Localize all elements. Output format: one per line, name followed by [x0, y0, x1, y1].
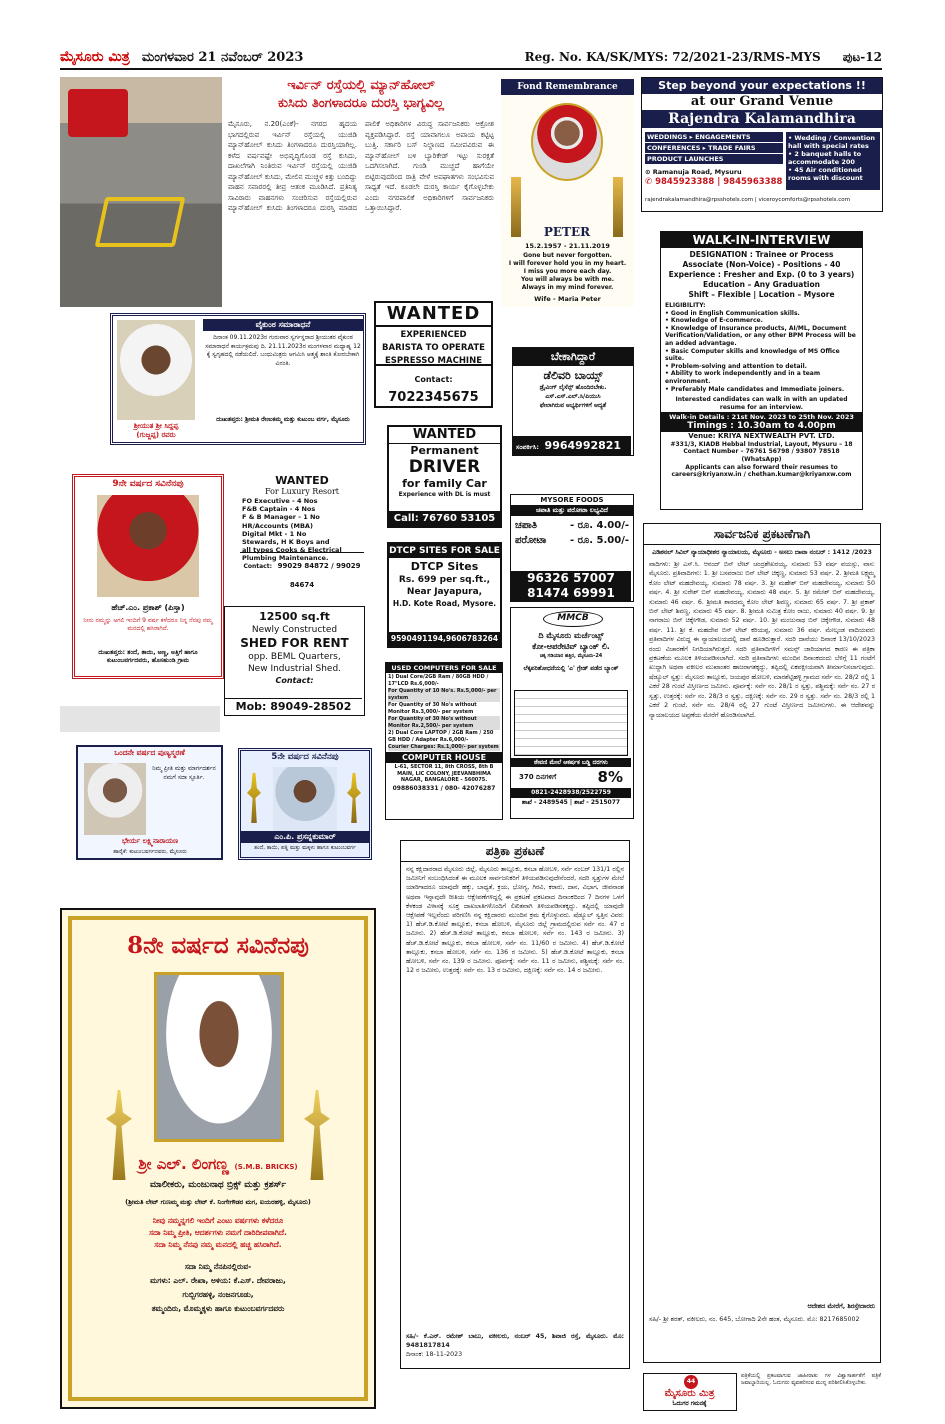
walkin-d1: DESIGNATION : Trainee or Process: [689, 250, 834, 259]
mmcb-name2: ಕೋ-ಆಪರೇಟಿವ್ ಬ್ಯಾಂಕ್ ಲಿ.: [532, 642, 610, 651]
remembrance1-name: ಭೇರ್ಯ ಲಕ್ಷ್ಮಿನಾರಾಯಣ: [121, 837, 179, 845]
computers-o1: 1) Dual Core/2GB Ram / 80GB HDD / 17"LCD Rs.6,000/-: [388, 674, 489, 687]
anniv8-kids: ಮಗಳು: ಎಲ್. ರೇಖಾ, ಅಳಿಯ: ಕೆ.ಎಸ್. ದೇವರಾಜು,: [150, 1276, 286, 1285]
walkin-contact: Contact Number – 76761 56798 / 93807 78518 (WhatsApp): [683, 448, 840, 463]
walkin-e1: • Good in English Communication skills.: [665, 309, 800, 317]
kalamandhira-addr: Ramanuja Road, Mysuru: [652, 168, 742, 176]
mysorefoods-phone-1: 96326 57007: [527, 571, 615, 585]
walkin-d4: Education – Any Graduation: [703, 280, 820, 289]
vaikuntha-family: ದುಃಖತಪ್ತರು: ಶ್ರೀಮತಿ ರೇಣುಕಮ್ಮ ಮತ್ತು ಕುಟುಂಬ ವರ್ಗ, ಮೈಸೂರು: [216, 416, 350, 423]
anniv8-sign: ಸದಾ ನಿಮ್ಮ ನೆನಪಿನಲ್ಲಿರುವ-: [184, 1262, 252, 1271]
sarvajanika-court: ಆದೇಶದ ಮೇರೆಗೆ, ಶಿರಸ್ತೇದಾರರು: [807, 1303, 875, 1310]
shed-ad: [224, 606, 365, 716]
anniv5-name: ಎಂ.ಪಿ. ಪ್ರಸನ್ನಕುಮಾರ್: [241, 831, 369, 843]
walkin-designation: [661, 250, 862, 300]
anniv8-title: 8ನೇ ವರ್ಷದ ಸವಿನೆನಪು: [127, 932, 309, 959]
walkin-e5: • Problem-solving and attention to detail.: [665, 362, 807, 370]
anniv8-msg3: ಸದಾ ನಿಮ್ಮ ನೆನಪು ನಮ್ಮ ಮನದಲ್ಲಿ ಹಚ್ಚ ಹಸಿರಾಗಿದೆ.: [154, 1240, 282, 1249]
driver-call: Call: 76760 53105: [389, 511, 500, 526]
computers-courier: Courier Charges: Rs.1,000/- per system: [388, 744, 499, 750]
phone-icon: ✆: [645, 177, 656, 187]
resort-item: Stewards, H K Boys and: [242, 538, 330, 547]
kalamandhira-b1: WEDDINGS ▸ ENGAGEMENTS: [645, 132, 783, 142]
mysorefoods-ad: [510, 494, 634, 602]
resort-contact-label: Contact:: [243, 563, 273, 570]
delivery-label: ಸಂಪರ್ಕಿಸಿ:: [516, 443, 539, 451]
barista-l2: BARISTA TO OPERATE: [382, 343, 485, 353]
dtcp-l4: H.D. Kote Road, Mysore.: [392, 599, 497, 608]
walkin-email: careers@kriyanxw.in / chethan.kumar@kriyanxw.com: [671, 471, 852, 479]
masthead: [60, 46, 882, 70]
anniv8-msg2: ಸದಾ ನಿಮ್ಮ ಪ್ರೀತಿ, ಆದರ್ಶಗಳು ನಮಗೆ ದಾರಿದೀಪವಾಗಿದೆ.: [149, 1228, 287, 1237]
driver-l1: Permanent: [410, 444, 479, 457]
vaikuntha-sub: (ಗುಜ್ಜಪ್ಪ) ರವರು: [136, 431, 176, 439]
mmcb-phone: 0821-2428938/2522759: [511, 788, 631, 798]
peter-line-3: I miss you more each day.: [523, 268, 612, 275]
mmcb-name: ದಿ ಮೈಸೂರು ಮರ್ಚೆಂಟ್ಸ್: [538, 631, 604, 640]
delivery-l4: ಫೇಲಾಗಿರುವ ಅಭ್ಯರ್ಥಿಗಳಿಗೆ ಆದ್ಯತೆ: [539, 402, 607, 409]
computers-title: USED COMPUTERS FOR SALE: [386, 663, 502, 673]
news-article: [60, 77, 494, 307]
dtcp-lines: [389, 558, 500, 609]
mmcb-contacts: [511, 788, 631, 808]
driver-lines: [389, 444, 500, 499]
barista-title: WANTED: [376, 303, 491, 327]
news-photo: [60, 77, 222, 307]
shed-lines: [225, 607, 364, 686]
anniv5-lamp-right-icon: [347, 773, 361, 823]
barista-l1: EXPERIENCED: [400, 330, 467, 340]
dtcp-l1: DTCP Sites: [410, 560, 479, 573]
anniv9-title: 9ನೇ ವರ್ಷದ ಸವಿನೆನಪು: [112, 479, 184, 489]
mmcb-rate-row: [519, 768, 623, 786]
kalamandhira-r3: • 45 Air conditioned rooms with discount: [788, 166, 863, 182]
computers-ad: [385, 662, 503, 820]
walkin-e6: • Ability to work independently and in a team environment.: [665, 370, 821, 385]
peter-dates: 15.2.1957 - 21.11.2019: [525, 242, 610, 250]
anniv8-ad: [60, 908, 376, 1409]
resort-phone: 99029 84872 / 99029 84674: [277, 562, 361, 589]
masthead-right: [525, 50, 882, 65]
vaikuntha-title: ವೈಕುಂಠ ಸಮಾರಾಧನೆ: [203, 319, 363, 331]
mmcb-days: 370 ದಿನಗಳಿಗೆ: [519, 772, 557, 781]
mysorefoods-item-2: ಪರೋಟಾ: [515, 535, 547, 546]
anniv9-photo: [97, 495, 199, 597]
peter-banner: Fond Remembrance: [501, 79, 634, 95]
mmcb-phone2: ಶಾಖೆ - 2489545 | ಶಾಖೆ - 2515077: [521, 799, 621, 806]
computers-phone: 09886038331 / 080- 42076287: [392, 784, 496, 792]
anniv8-name: ಶ್ರೀ ಎಲ್. ಲಿಂಗಣ್ಣ: [138, 1155, 229, 1173]
kalamandhira-phone: 9845923388 | 9845963388: [655, 177, 783, 187]
masthead-page: ಪುಟ-12: [842, 49, 882, 64]
kalamandhira-line2: at our Grand Venue: [690, 94, 834, 109]
barista-lines: [376, 327, 491, 368]
barricade-shape: [95, 197, 186, 247]
vaikuntha-body: ದಿನಾಂಕ 09.11.2023ರ ಗುರುವಾರ ಸ್ವರ್ಗಸ್ಥರಾದ ಶ್ರೀಯುತರ ವೈಕುಂಠ ಸಮಾರಾಧನೆ ಕಾರ್ಯಕ್ರಮವು ದಿ. 21.11.2023ರ ಮಂಗಳವಾರ ಮಧ್ಯಾಹ್ನ 12 ಕ್ಕೆ ಸ್ವಗೃಹದಲ್ಲಿ ನಡೆಯಲಿದೆ. ಬಂಧುಮಿತ್ರರು ಆಗಮಿಸಿ ಆತ್ಮಕ್ಕೆ ಶಾಂತಿ ಕೋರಬೇಕಾಗಿ ವಿನಂತಿ.: [205, 334, 361, 367]
delivery-l2: ಡ್ರೈವಿಂಗ್ ಲೈಸೆನ್ಸ್ ಹೊಂದಿರಬೇಕು.: [539, 384, 607, 391]
barista-phone: 7022345675: [388, 390, 479, 405]
mysorefoods-price-2: - ರೂ. 5.00/-: [569, 535, 629, 546]
mysorefoods-row-2: [515, 533, 629, 548]
anniv9-name: ಹೆಚ್.ಎಂ. ಪ್ರಕಾಶ್ (ಪಿಸ್ತಾ): [111, 603, 185, 612]
resort-item: all types Cooks & Electrical: [242, 546, 342, 555]
delivery-ad: [512, 347, 634, 456]
mysorefoods-phones: [511, 571, 631, 601]
walkin-venue: Venue: KRIYA NEXTWEALTH PVT. LTD.: [688, 432, 835, 441]
walkin-apply: Applicants can also forward their resumes to: [685, 463, 838, 471]
news-headline-1: ಇರ್ವಿನ್ ರಸ್ತೆಯಲ್ಲಿ ಮ್ಯಾನ್‌ಹೋಲ್: [287, 78, 435, 93]
barista-contact-label: Contact:: [414, 375, 453, 384]
peter-remembrance: [501, 77, 634, 307]
resort-item: Digital Mkt - 1 No: [242, 529, 307, 538]
sarvajanika-title: ಸಾರ್ವಜನಿಕ ಪ್ರಕಟಣೆಗಾಗಿ: [644, 524, 880, 545]
patrika-sign: ಸಹಿ/- ಕೆ.ಎನ್. ರಮೇಶ್ ಬಾಬು, ವಕೀಲರು, ನಂಬರ್ 45, ಶಿವಾಜಿ ರಸ್ತೆ, ಮೈಸೂರು. ಮೊ: 9481817814: [406, 1333, 624, 1349]
walkin-dates: Walk-in Details : 21st Nov. 2023 to 25th Nov. 2023: [669, 413, 854, 422]
masthead-left: [60, 49, 303, 65]
resort-item: F & B Manager - 1 No: [242, 513, 320, 522]
kalamandhira-r2: • 2 banquet halls to accommodate 200: [788, 150, 862, 166]
anniv9-body: ನೀನು ನಮ್ಮನ್ನು ಅಗಲಿ ಇಂದಿಗೆ 9 ವರ್ಷ ಕಳೆದರೂ ನಿನ್ನ ನೆನಪು ನಮ್ಮ ಮನದಲ್ಲಿ ಹಸಿರಾಗಿದೆ.: [83, 617, 213, 632]
news-body: ಮೈಸೂರು, ನ.20(ಎಂಕೆ)- ನಗರದ ಹೃದಯ ಭಾಗದಲ್ಲಿರುವ ಇರ್ವಿನ್ ರಸ್ತೆಯಲ್ಲಿ ಯುಜಿಡಿ ಮ್ಯಾನ್‌ಹೋಲ್ ಕುಸಿದು ತಿಂಗಳಾದರೂ ದುರಸ್ತಿಯಾಗಿಲ್ಲ. ಕಳೆದ ವರ್ಷವಷ್ಟೇ ಅಭಿವೃದ್ಧಿಗೊಂಡ ರಸ್ತೆ ಕುಸಿದು, ದಾಖಲೆಗಾಗಿ ನಿಂತಿರುವ ಇರ್ವಿನ್ ರಸ್ತೆಯಲ್ಲಿ ಯುಜಿಡಿ ಮ್ಯಾನ್‌ಹೋಲ್ ಕುಸಿದು, ಮೇಲಿನ ಮುಚ್ಚಳ ಕಿತ್ತು ಬಂದಿದ್ದು ವಾಹನ ಸವಾರರಲ್ಲಿ ತೀವ್ರ ಆತಂಕ ಮೂಡಿಸಿದೆ. ಪ್ರತಿನಿತ್ಯ ಸಾವಿರಾರು ವಾಹನಗಳು ಸಂಚರಿಸುವ ರಸ್ತೆಯಲ್ಲಿರುವ ಮ್ಯಾನ್‌ಹೋಲ್ ಕುಸಿದು ತಿಂಗಳಾದರೂ ದುರಸ್ತಿ ಮಾಡದ ಪಾಲಿಕೆ ಅಧಿಕಾರಿಗಳ ವಿರುದ್ಧ ಸಾರ್ವಜನಿಕರು ಆಕ್ರೋಶ ವ್ಯಕ್ತಪಡಿಸಿದ್ದಾರೆ. ರಸ್ತೆ ಯಾವಾಗಲೂ ಅಪಾಯ ಕಟ್ಟಿಟ್ಟ ಬುತ್ತಿ. ಸರ್ಕಾರಿ ಬಸ್ ನಿಲ್ದಾಣದ ಸಮೀಪವಿರುವ ಈ ಮ್ಯಾನ್‌ಹೋಲ್ ಬಳಿ ಬ್ಯಾರಿಕೇಡ್ ಇಟ್ಟು ಸುರಕ್ಷತೆ ಒದಗಿಸಲಾಗಿದೆ. ಗುಂಡಿ ಮುಚ್ಚದೆ ಹಾಗೆಯೇ ಬಿಟ್ಟಿರುವುದರಿಂದ ರಾತ್ರಿ ವೇಳೆ ಅಪಘಾತಗಳು ಸಂಭವಿಸುವ ಸಾಧ್ಯತೆ ಇದೆ. ಕೂಡಲೇ ದುರಸ್ತಿ ಕಾರ್ಯ ಕೈಗೊಳ್ಳಬೇಕು ಎಂದು ನಗರಪಾಲಿಕೆ ಅಧಿಕಾರಿಗಳಿಗೆ ಸಾರ್ವಜನಿಕರು ಒತ್ತಾಯಿಸಿದ್ದಾರೆ.: [228, 120, 494, 212]
resort-item: Plumbing Maintenance.: [242, 554, 329, 563]
promo-sub: ಓದುಗರ ಗಮನಕ್ಕೆ: [672, 1400, 707, 1407]
shed-phone: Mob: 89049-28502: [225, 698, 362, 715]
walkin-d3: Experience : Fresher and Exp. (0 to 3 years): [668, 270, 855, 279]
candle-left-icon: [511, 177, 521, 237]
mysorefoods-row-1: [515, 518, 629, 533]
mysorefoods-item-1: ಚಪಾತಿ: [515, 520, 538, 531]
sarvajanika-lawyer: ಸಹಿ/- ಶ್ರೀ ಶರತ್, ವಕೀಲರು, ನಂ. 645, ಬೋಗಾದಿ 2ನೇ ಹಂತ, ಮೈಸೂರು. ಮೊ: 8217685002: [649, 1315, 860, 1323]
shed-l3: SHED FOR RENT: [240, 636, 349, 650]
anniv8-family: [76, 1260, 360, 1316]
walkin-d5: Shift – Flexible | Location – Mysore: [688, 290, 835, 299]
walkin-addr: #331/3, KIADB Hebbal Industrial, Layout, Mysuru – 18: [670, 440, 853, 448]
promo-badge: 44: [684, 1375, 698, 1389]
walkin-d2: Associate (Non-Voice) - Positions - 40: [682, 260, 841, 269]
mmcb-ad: [510, 607, 634, 819]
walkin-schedule: [661, 412, 862, 432]
dtcp-ad: [387, 542, 502, 648]
anniv8-photo: [154, 972, 284, 1142]
masthead-date: ಮಂಗಳವಾರ 21 ನವೆಂಬರ್ 2023: [141, 49, 304, 65]
mmcb-table: [514, 690, 628, 756]
kalamandhira-r1: • Wedding / Convention hall with special rates: [788, 134, 876, 150]
anniv8-addr: (ಶ್ರೀಮತಿ ಲೇಟ್ ಗುಣಮ್ಮ ಮತ್ತು ಲೇಟ್ ಕೆ. ನಿಂಗೇಗೌಡರ ಮಗ, ಐಯರಹಳ್ಳಿ, ಮೈಸೂರು): [125, 1198, 311, 1206]
anniv8-name-row: [62, 1154, 374, 1173]
walkin-timings: Timings : 10.30am to 4.00pm: [687, 421, 836, 432]
peter-name: PETER: [543, 225, 591, 239]
remembrance1-body: ನಿಮ್ಮ ಪ್ರೀತಿ ಮತ್ತು ಮಾರ್ಗದರ್ಶನ ನಮಗೆ ಸದಾ ಸ್ಫೂರ್ತಿ.: [152, 765, 216, 781]
peter-verse: [501, 252, 634, 292]
dtcp-title: DTCP SITES FOR SALE: [389, 546, 500, 556]
peter-line-2: I will forever hold you in my heart.: [508, 260, 627, 267]
promo-body: ಪತ್ರಿಕೆಯಲ್ಲಿ ಪ್ರಕಟವಾಗುವ ಜಾಹೀರಾತು ಗಳ ವಿಶ್ವಾಸಾರ್ಹತೆಗೆ ಪತ್ರಿಕೆ ಜವಾಬ್ದಾರಿಯಲ್ಲ. ಓದುಗರು ವ್ಯವಹರಿಸುವ ಮುನ್ನ ಪರಿಶೀಲಿಸಿಕೊಳ್ಳಬೇಕು.: [741, 1373, 881, 1387]
kalamandhira-line1: Step beyond your expectations !!: [642, 78, 882, 94]
computers-o1c: For Quantity of 30 No's without Monitor Rs.2,500/- per system: [388, 716, 500, 730]
anniv5-title: 5ನೇ ವರ್ಷದ ಸವಿನೆನಪು: [271, 752, 339, 762]
anniv5-lamp-left-icon: [247, 773, 261, 823]
kalamandhira-b3: PRODUCT LAUNCHES: [645, 154, 783, 164]
shed-l2: Newly Constructed: [251, 625, 338, 635]
delivery-l1: ಡೆಲಿವರಿ ಬಾಯ್ಸ್: [543, 369, 603, 382]
computers-o1b: For Quantity of 30 No's without Monitor Rs.3,000/- per system: [388, 702, 477, 715]
news-headline: [228, 77, 494, 113]
anniv8-nametag: (S.M.B. BRICKS): [234, 1163, 298, 1171]
barista-contact: [376, 364, 491, 406]
driver-l2: DRIVER: [408, 457, 481, 477]
resort-item: F&B Captain - 4 Nos: [242, 505, 316, 514]
mitra-promo: [643, 1373, 881, 1411]
walkin-note: Interested candidates can walk in with an updated resume for an interview.: [675, 396, 848, 411]
driver-l4: Experience with DL is must: [398, 491, 491, 498]
shed-l4: opp. BEML Quarters,: [248, 652, 341, 662]
computers-addr: L-61, SECTOR 11, 8th CROSS, 8th B MAIN, LIC COLONY, JEEVANBHIMA NAGAR, BANGALORE - 560075.: [394, 764, 494, 784]
resort-title: WANTED: [275, 474, 329, 487]
resort-contact: [240, 552, 364, 591]
peter-photo: [531, 103, 603, 181]
bus-shape: [68, 89, 128, 137]
sarvajanika-body: ವಾದಿಗಳು: ಶ್ರೀ ಎಸ್.ಸಿ. ಆನಂದ್ ಬಿನ್ ಲೇಟ್ ಚಂದ್ರಶೇಖರಯ್ಯ, ಸುಮಾರು 53 ವರ್ಷ ವಯಸ್ಸು, ವಾಸ: ಮೈಸೂರು. ಪ್ರತಿವಾದಿಗಳು: 1. ಶ್ರೀ ಬಸವರಾಜು ಬಿನ್ ಲೇಟ್ ಚಿಕ್ಕಣ್ಣ, ಸುಮಾರು 53 ವರ್ಷ. 2. ಶ್ರೀಮತಿ ಲಕ್ಷ್ಮಮ್ಮ ಕೋಂ ಲೇಟ್ ಮಹದೇವಯ್ಯ, ಸುಮಾರು 78 ವರ್ಷ. 3. ಶ್ರೀ ಮಹೇಶ್ ಬಿನ್ ಮಹದೇವಯ್ಯ, ಸುಮಾರು 50 ವರ್ಷ. 4. ಶ್ರೀ ಸುರೇಶ್ ಬಿನ್ ಮಹದೇವಯ್ಯ, ಸುಮಾರು 48 ವರ್ಷ. 5. ಶ್ರೀ ರಮೇಶ್ ಬಿನ್ ಮಹದೇವಯ್ಯ, ಸುಮಾರು 46 ವರ್ಷ. 6. ಶ್ರೀಮತಿ ಶಾರದಮ್ಮ ಕೋಂ ಲೇಟ್ ಶಿವಣ್ಣ, ಸುಮಾರು 65 ವರ್ಷ. 7. ಶ್ರೀ ಪ್ರಕಾಶ್ ಬಿನ್ ಲೇಟ್ ಶಿವಣ್ಣ, ಸುಮಾರು 45 ವರ್ಷ. 8. ಶ್ರೀಮತಿ ಸುಮಿತ್ರ ಕೋಂ ರಾಜು, ಸುಮಾರು 40 ವರ್ಷ. 9. ಶ್ರೀ ನಾಗರಾಜು ಬಿನ್ ಚಿಕ್ಕೇಗೌಡ, ಸುಮಾರು 52 ವರ್ಷ. 10. ಶ್ರೀ ಮಂಜುನಾಥ ಬಿನ್ ಚಿಕ್ಕೇಗೌಡ, ಸುಮಾರು 48 ವರ್ಷ. 11. ಶ್ರೀ ಕೆ. ಮಹದೇವ ಬಿನ್ ಲೇಟ್ ಕರಿಯಪ್ಪ, ಸುಮಾರು 36 ವರ್ಷ. ಮೇಲ್ಕಂಡ ವಾದಿಯವರು ಪ್ರತಿವಾದಿಗಳ ವಿರುದ್ಧ ಈ ನ್ಯಾಯಾಲಯದಲ್ಲಿ ದಾವೆ ಹೂಡಿರುತ್ತಾರೆ. ಸದರಿ ದಾವೆಯು ದಿನಾಂಕ 13/10/2023 ರಂದು ವಿಚಾರಣೆಗೆ ನಿಗದಿಯಾಗಿರುತ್ತದೆ. ಸದರಿ ಪ್ರತಿವಾದಿಗಳಿಗೆ ಸಮನ್ಸ್ ಜಾರಿಯಾಗದ ಕಾರಣ ಈ ಪತ್ರಿಕಾ ಪ್ರಕಟಣೆಯ ಮೂಲಕ ತಿಳಿಯಪಡಿಸಲಾಗಿದೆ. ಸದರಿ ಪ್ರತಿವಾದಿಗಳು ಮುಂದಿನ ದಿನಾಂಕದಂದು ಬೆಳಿಗ್ಗೆ 11 ಗಂಟೆಗೆ ಖುದ್ದಾಗಿ ಅಥವಾ ವಕೀಲರ ಮುಖಾಂತರ ಹಾಜರಾಗತಕ್ಕದ್ದು, ತಪ್ಪಿದಲ್ಲಿ ಏಕಪಕ್ಷೀಯವಾಗಿ ತೀರ್ಮಾನಿಸಲಾಗುವುದು. ಷೆಡ್ಯೂಲ್ ಸ್ವತ್ತು: ಮೈಸೂರು ತಾಲ್ಲೂಕು, ಜಯಪುರ ಹೋಬಳಿ, ಮಾರಶೆಟ್ಟಿಹಳ್ಳಿ ಗ್ರಾಮದ ಸರ್ವೆ ನಂ. 28/2 ರಲ್ಲಿ 1 ಎಕರೆ 28 ಗುಂಟೆ ವಿಸ್ತೀರ್ಣದ ಜಮೀನು. ಪೂರ್ವಕ್ಕೆ: ಸರ್ವೆ ನಂ. 28/1 ರ ಸ್ವತ್ತು, ಪಶ್ಚಿಮಕ್ಕೆ: ಸರ್ವೆ ನಂ. 27 ರ ಸ್ವತ್ತು, ಉತ್ತರಕ್ಕೆ: ಸರ್ವೆ ನಂ. 28/3 ರ ಸ್ವತ್ತು, ದಕ್ಷಿಣಕ್ಕೆ: ಸರ್ವೆ ನಂ. 29 ರ ಸ್ವತ್ತು. ಸರ್ವೆ ನಂ. 28/3 ರಲ್ಲಿ 1 ಎಕರೆ 2 ಗುಂಟೆ, ಸರ್ವೆ ನಂ. 28/4 ರಲ್ಲಿ 27 ಗುಂಟೆ ವಿಸ್ತೀರ್ಣದ ಜಮೀನುಗಳು. ಈ ಆದೇಶವನ್ನು ನ್ಯಾಯಾಲಯದ ಅಪ್ಪಣೆಯ ಮೇರೆಗೆ ಹೊರಡಿಸಲಾಗಿದೆ.: [649, 561, 875, 719]
patrika-title: ಪತ್ರಿಕಾ ಪ್ರಕಟಣೆ: [401, 841, 629, 862]
peter-line-1: Gone but never forgotten.: [523, 252, 612, 259]
driver-title: WANTED: [389, 427, 500, 444]
anniv8-owner: ಮಾಲೀಕರು, ಮಂಜುನಾಥ ಬ್ರಿಕ್ಸ್ ಮತ್ತು ಕ್ರಶರ್ಸ್: [149, 1180, 287, 1190]
mmcb-grade: ಲೆಕ್ಕಪರಿಶೋಧನೆಯಲ್ಲಿ 'ಎ' ಗ್ರೇಡ್ ಪಡೆದ ಬ್ಯಾಂಕ್: [523, 665, 619, 672]
shed-l1: 12500 sq.ft: [259, 610, 330, 623]
masthead-reg: Reg. No. KA/SK/MYS: 72/2021-23/RMS-MYS: [524, 49, 821, 64]
peter-wife: Wife - Maria Peter: [534, 295, 601, 303]
resort-item: FO Executive - 4 Nos: [242, 497, 318, 505]
mysorefoods-price-1: - ರೂ. 4.00/-: [569, 520, 629, 531]
mysorefoods-prices: [511, 516, 633, 550]
kalamandhira-right: [786, 132, 880, 190]
mysorefoods-phone-2: 81474 69991: [527, 586, 615, 600]
kalamandhira-left: [645, 132, 783, 187]
anniv8-message: [76, 1215, 360, 1251]
mmcb-names: [511, 630, 631, 673]
masthead-logo: ಮೈಸೂರು ಮಿತ್ರ: [60, 49, 130, 65]
kalamandhira-email: rajendrakalamandhira@rpsshotels.com | viceroycomforts@rpsshotels.com: [645, 197, 851, 203]
driver-ad: [387, 425, 502, 528]
computers-o2: 2) Dual Core LAPTOP / 2GB Ram / 250 GB HDD / Adapter Rs.6,000/-: [388, 730, 494, 743]
walkin-e2: • Knowledge of E-commerce.: [665, 317, 763, 325]
resort-item: HR/Accounts (MBA): [242, 521, 313, 530]
delivery-phone: 9964992821: [544, 439, 622, 452]
grey-strip: [60, 706, 220, 732]
peter-line-4: You will always be with me.: [520, 276, 615, 283]
anniv5-family: ತಂದೆ, ತಾಯಿ, ಪತ್ನಿ ಮತ್ತು ಮಕ್ಕಳು ಹಾಗೂ ಕುಟುಂಬವರ್ಗ: [254, 845, 356, 851]
mmcb-addr: ಚಿಕ್ಕ ಗಡಿಯಾರ ಹತ್ತಿರ, ಮೈಸೂರು-24: [539, 653, 603, 659]
walkin-e7: • Preferably Male candidates and Immediate joiners.: [665, 385, 845, 393]
kalamandhira-ad: [641, 77, 883, 212]
mmcb-rate: 8%: [597, 768, 623, 786]
sarvajanika-intro: ಎಡಿಶನಲ್ ಸಿವಿಲ್ ನ್ಯಾಯಾಧೀಶರ ನ್ಯಾಯಾಲಯ, ಮೈಸೂರು - ಅಸಲು ದಾವಾ ನಂಬರ್ : 1412 /2023: [652, 549, 872, 556]
delivery-l3: ಎಸ್.ಎಸ್.ಎಲ್.ಸಿ/ಪಿಯುಸಿ: [545, 393, 601, 400]
vaikuntha-name: ಶ್ರೀಯುತ ಶ್ರೀ ಸಿದ್ದಪ್ಪ: [133, 422, 179, 430]
mmcb-logo: MMCB: [543, 611, 603, 627]
walkin-eligibility: [661, 300, 862, 395]
location-pin-icon: ⊙: [645, 168, 653, 176]
remembrance1-photo: [84, 763, 146, 835]
delivery-contact: [513, 436, 631, 455]
walkin-ad: [660, 231, 863, 510]
promo-logo: ಮೈಸೂರು ಮಿತ್ರ: [664, 1388, 715, 1399]
patrika-date: ದಿನಾಂಕ: 18-11-2023: [406, 1351, 463, 1358]
remembrance1-ad: [76, 745, 223, 860]
dtcp-phone: 9590491194,9606783264: [389, 632, 500, 646]
remembrance1-family: ಹಾರೈಕೆ: ಕುಟುಂಬವರ್ಗದವರು, ಮೈಸೂರು: [113, 849, 187, 855]
walkin-title: WALK-IN-INTERVIEW: [661, 232, 862, 248]
driver-l3: for family Car: [402, 477, 487, 490]
walkin-e4: • Basic Computer skills and knowledge of MS Office suite.: [665, 347, 840, 363]
anniv8-more: ತಮ್ಮಂದಿರು, ಮೊಮ್ಮಕ್ಕಳು ಹಾಗೂ ಕುಟುಂಬವರ್ಗದವರು: [151, 1304, 285, 1313]
candle-right-icon: [613, 177, 623, 237]
computers-offers: [386, 673, 502, 752]
vaikuntha-name-block: [115, 422, 197, 440]
barista-l3: ESPRESSO MACHINE: [384, 356, 483, 366]
walkin-elig-title: ELIGIBILITY:: [665, 302, 706, 309]
kalamandhira-b2: CONFERENCES ▸ TRADE FAIRS: [645, 143, 783, 153]
resort-sub: For Luxury Resort: [264, 487, 340, 496]
shed-l5: New Industrial Shed.: [247, 664, 342, 674]
promo-logo-box: [643, 1373, 737, 1411]
resort-ad: [240, 474, 364, 591]
mysorefoods-title: MYSORE FOODS: [540, 496, 604, 504]
anniv8-msg1: ನೀವು ನಮ್ಮನ್ನಗಲಿ ಇಂದಿಗೆ ಎಂಟು ವರ್ಷಗಳು ಕಳೆದರೂ: [152, 1216, 284, 1225]
dtcp-l2: Rs. 699 per sq.ft.,: [398, 575, 491, 585]
patrika-body: ನನ್ನ ಕಕ್ಷಿದಾರರಾದ ಮೈಸೂರು ಜಿಲ್ಲೆ, ಮೈಸೂರು ತಾಲ್ಲೂಕು, ಕಸಬಾ ಹೋಬಳಿ, ಸರ್ವೆ ನಂಬರ್ 131/1 ರಲ್ಲಿನ ಜಮೀನಿಗೆ ಸಂಬಂಧಿಸಿದಂತೆ ಈ ಮೂಲಕ ಸಾರ್ವಜನಿಕರಿಗೆ ತಿಳಿಯಪಡಿಸುವುದೇನೆಂದರೆ, ಸದರಿ ಸ್ವತ್ತುಗಳ ಮೇಲೆ ಯಾರಿಗಾದರೂ ಯಾವುದೇ ಹಕ್ಕು, ಬಾಧ್ಯತೆ, ಕ್ರಯ, ಭೋಗ್ಯ, ಗಿರವಿ, ಕರಾರು, ದಾನ, ವಿಭಾಗ, ಜೀವನಾಂಶ ಅಥವಾ ಇನ್ನಾವುದೇ ರೀತಿಯ ಆಕ್ಷೇಪಣೆಗಳಿದ್ದಲ್ಲಿ ಈ ಪ್ರಕಟಣೆ ಪ್ರಕಟವಾದ ದಿನಾಂಕದಿಂದ 7 ದಿನಗಳ ಒಳಗೆ ಕೆಳಕಂಡ ವಿಳಾಸಕ್ಕೆ ಸೂಕ್ತ ದಾಖಲಾತಿಗಳೊಂದಿಗೆ ಲಿಖಿತವಾಗಿ ತಿಳಿಯಪಡಿಸತಕ್ಕದ್ದು. ತಪ್ಪಿದಲ್ಲಿ ಯಾವುದೇ ಆಕ್ಷೇಪಣೆ ಇಲ್ಲವೆಂದು ಪರಿಗಣಿಸಿ ನನ್ನ ಕಕ್ಷಿದಾರರು ಮುಂದಿನ ಕ್ರಮ ಕೈಗೊಳ್ಳುವರು. ಷೆಡ್ಯೂಲ್ ಸ್ವತ್ತಿನ ವಿವರ: 1) ಹೆಚ್.ಡಿ.ಕೋಟೆ ತಾಲ್ಲೂಕು, ಕಸಬಾ ಹೋಬಳಿ, ಮೈಸೂರು ಜಿಲ್ಲೆ ಗ್ರಾಮದಲ್ಲಿರುವ ಸರ್ವೆ ನಂ. 47 ರ ಜಮೀನು. 2) ಹೆಚ್.ಡಿ.ಕೋಟೆ ತಾಲ್ಲೂಕು, ಕಸಬಾ ಹೋಬಳಿ, ಸರ್ವೆ ನಂ. 143 ರ ಜಮೀನು. 3) ಹೆಚ್.ಡಿ.ಕೋಟೆ ತಾಲ್ಲೂಕು, ಕಸಬಾ ಹೋಬಳಿ, ಸರ್ವೆ ನಂ. 11/60 ರ ಜಮೀನು. 4) ಹೆಚ್.ಡಿ.ಕೋಟೆ ತಾಲ್ಲೂಕು, ಕಸಬಾ ಹೋಬಳಿ, ಸರ್ವೆ ನಂ. 136 ರ ಜಮೀನು. 5) ಹೆಚ್.ಡಿ.ಕೋಟೆ ತಾಲ್ಲೂಕು, ಕಸಬಾ ಹೋಬಳಿ, ಸರ್ವೆ ನಂ. 139 ರ ಜಮೀನು. ಪೂರ್ವಕ್ಕೆ: ಸರ್ವೆ ನಂ. 11 ರ ಜಮೀನು, ಪಶ್ಚಿಮಕ್ಕೆ: ಸರ್ವೆ ನಂ. 12 ರ ಜಮೀನು, ಉತ್ತರಕ್ಕೆ: ಸರ್ವೆ ನಂ. 13 ರ ಜಮೀನು, ದಕ್ಷಿಣಕ್ಕೆ: ಸರ್ವೆ ನಂ. 14 ರ ಜಮೀನು.: [406, 866, 624, 975]
dtcp-l3: Near Jayapura,: [406, 587, 483, 597]
kalamandhira-address: [645, 167, 783, 177]
walkin-e3: • Knowledge of Insurance products, AI/ML, Document Verification/Validation, or any other BPM Process will be an added advantage.: [665, 324, 856, 347]
news-headline-2: ಕುಸಿದು ತಿಂಗಳಾದರೂ ದುರಸ್ತಿ ಭಾಗ್ಯವಿಲ್ಲ: [278, 96, 444, 111]
kalamandhira-name: Rajendra Kalamandhira: [642, 110, 882, 128]
delivery-title: ಬೇಕಾಗಿದ್ದಾರೆ: [513, 348, 633, 366]
anniv9-ad: [72, 474, 224, 679]
sarvajanika-notice: [643, 523, 881, 1363]
mysorefoods-sub: ಚಪಾತಿ ಮತ್ತು ಪರೋಟಾ ಲಭ್ಯವಿದೆ: [511, 505, 633, 516]
vaikuntha-photo: [117, 320, 195, 420]
peter-line-5: Always in my mind forever.: [521, 284, 614, 291]
shed-contact-label: Contact:: [275, 676, 314, 685]
anniv8-place: ಗುಬ್ಬಿಗರಹಳ್ಳಿ, ನಂಜನಗೂಡು,: [182, 1290, 254, 1299]
walkin-venue-block: [661, 432, 862, 480]
kalamandhira-phone-row: [645, 177, 783, 187]
mmcb-deposit: ಠೇವಣಿ ಮೇಲೆ ಆಕರ್ಷಕ ಬಡ್ಡಿ ದರಗಳು: [511, 758, 631, 767]
patrika-notice: [400, 840, 630, 1369]
vaikuntha-ad: [110, 313, 366, 445]
computers-name: COMPUTER HOUSE: [386, 752, 502, 763]
remembrance1-title: ಒಂದನೇ ವರ್ಷದ ಪುಣ್ಯಸ್ಮರಣೆ: [114, 748, 185, 757]
anniv5-photo: [273, 767, 337, 831]
barista-ad: [374, 301, 493, 408]
anniv5-ad: [238, 748, 372, 860]
anniv9-family: ದುಃಖತಪ್ತರು: ತಂದೆ, ತಾಯಿ, ಅಣ್ಣ, ಅತ್ತಿಗೆ ಹಾಗೂ ಕುಟುಂಬವರ್ಗದವರು, ಹೊಸಹುಂಡಿ ಗ್ರಾಮ: [98, 649, 198, 664]
delivery-lines: [513, 366, 633, 412]
computers-o1a: For Quantity of 10 No's. Rs.5,000/- per system: [388, 688, 500, 702]
